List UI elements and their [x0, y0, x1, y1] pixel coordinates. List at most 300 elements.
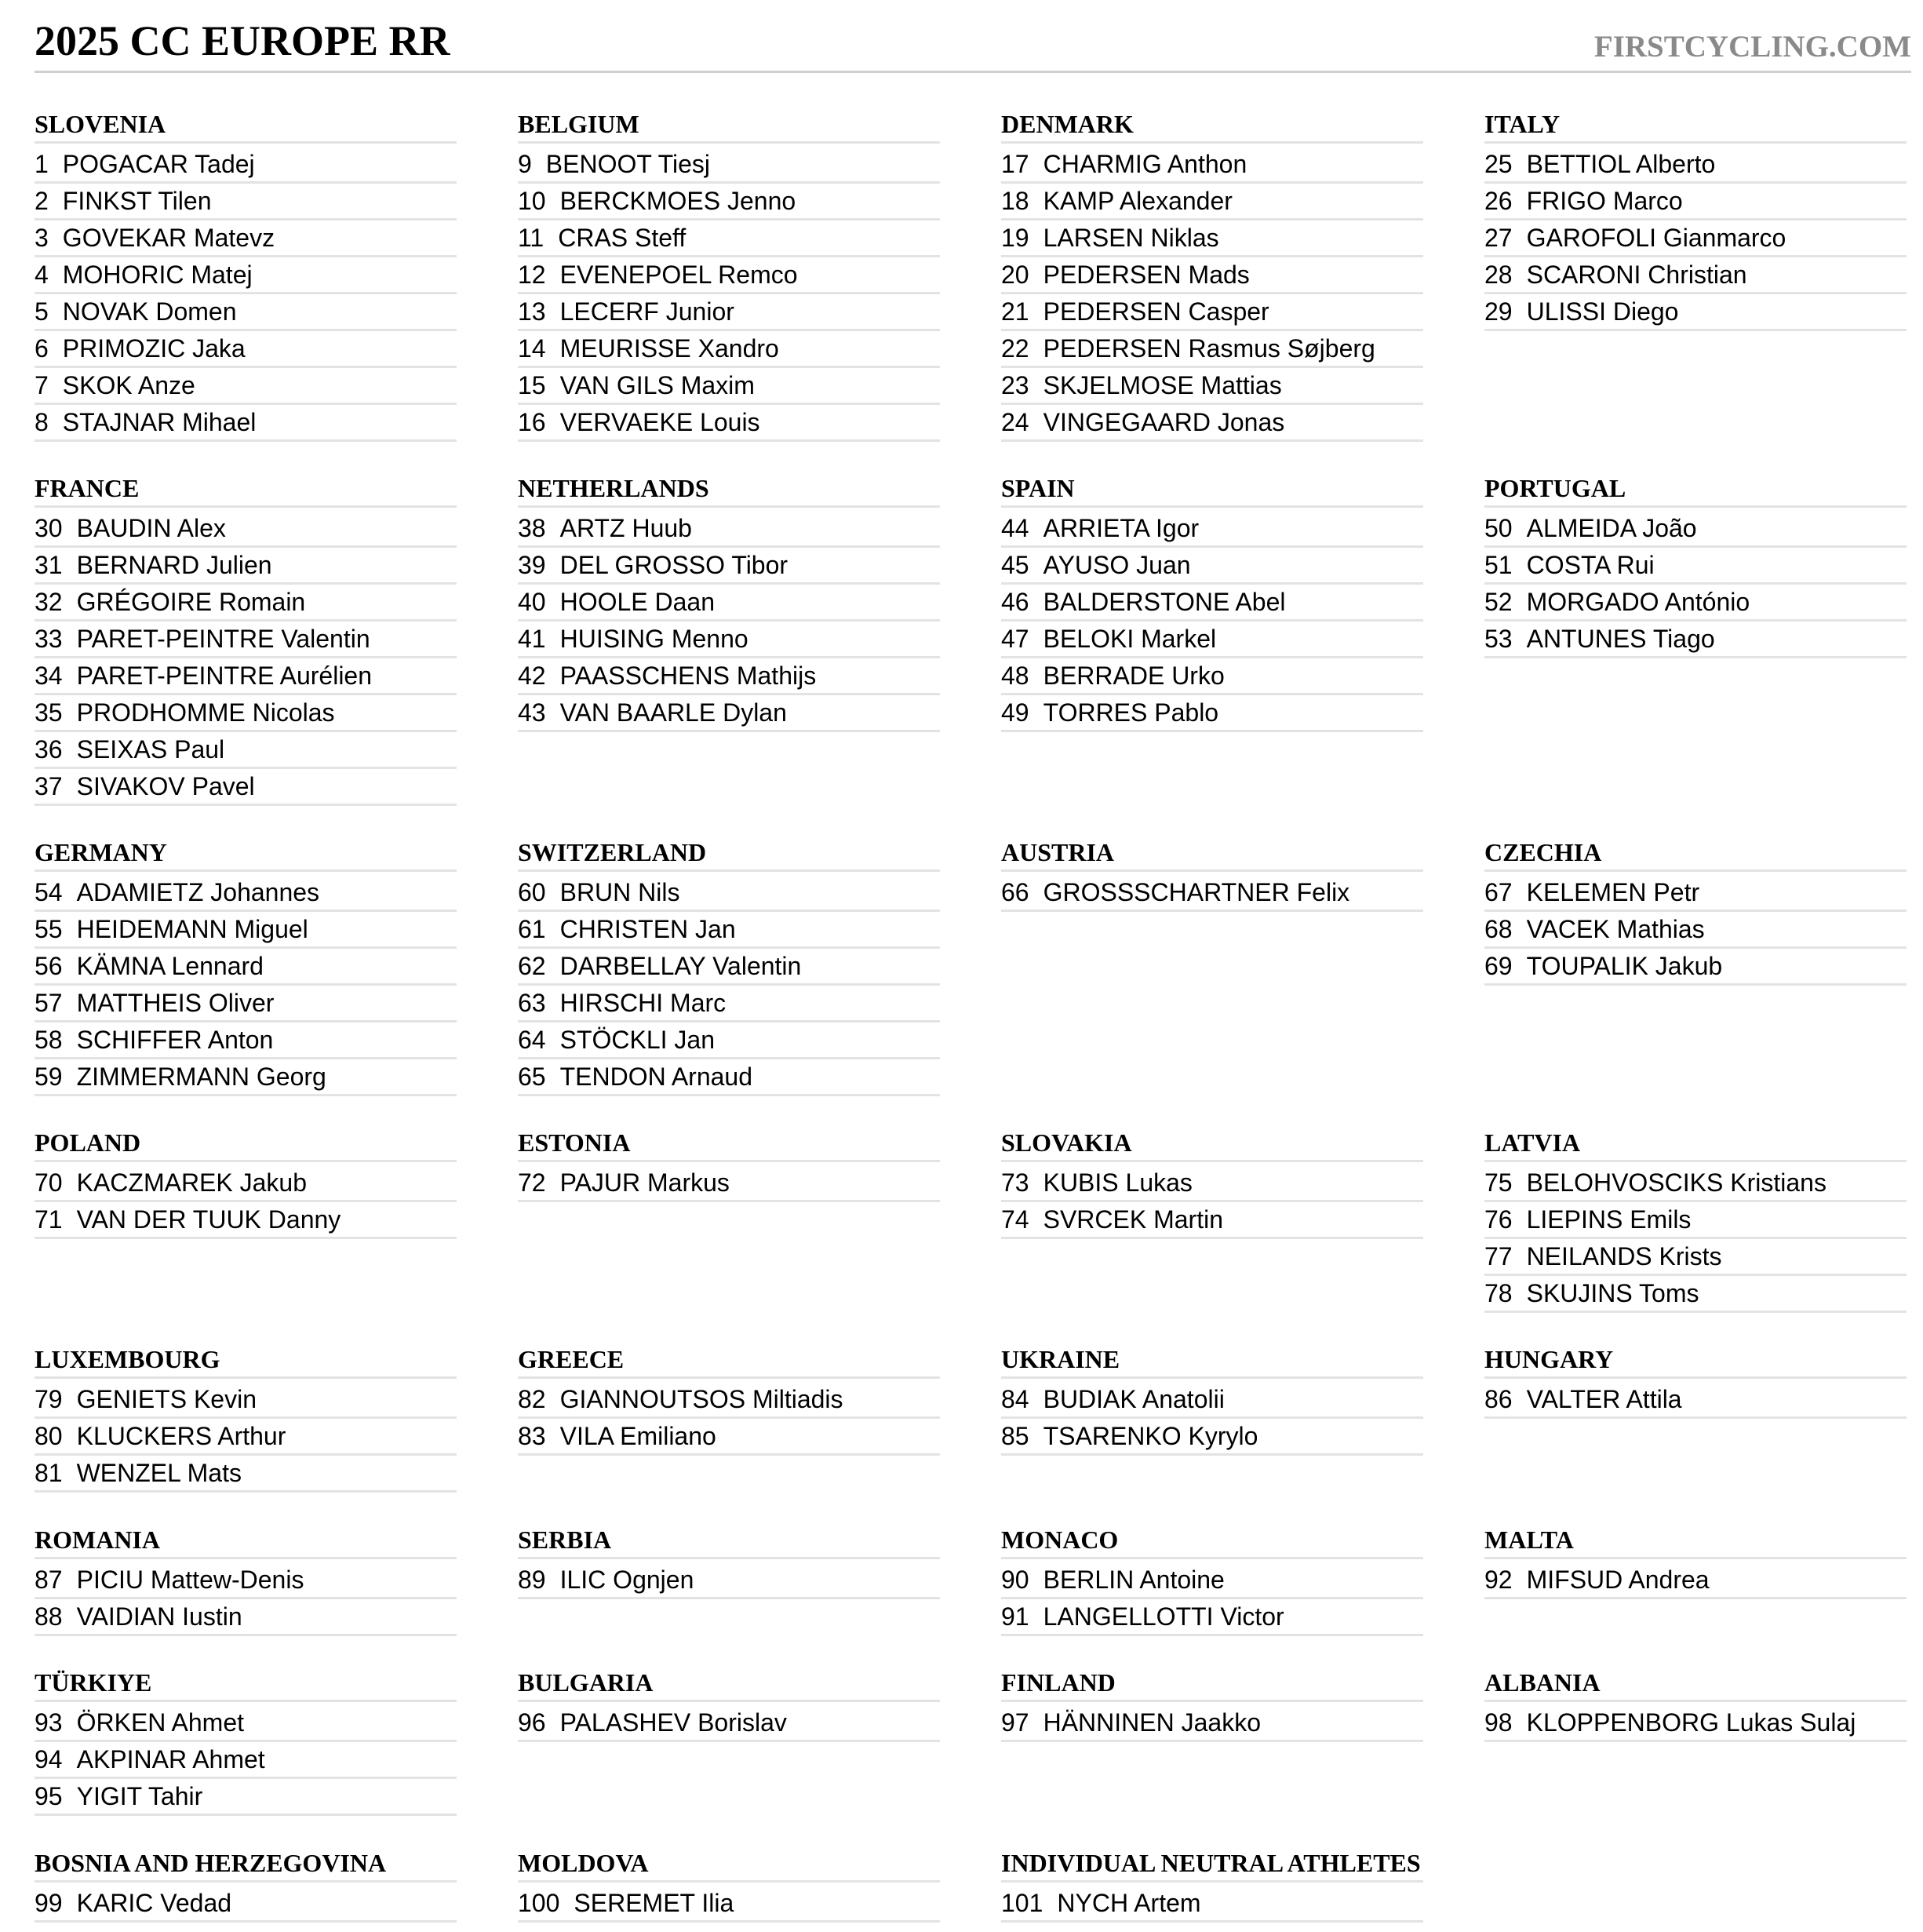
team-block — [1484, 107, 1907, 331]
team-country: MONACO — [1001, 1522, 1423, 1559]
rider-name[interactable]: EVENEPOEL Remco — [559, 261, 798, 289]
rider-name[interactable]: SKUJINS Toms — [1526, 1279, 1699, 1307]
rider-name[interactable]: STAJNAR Mihael — [62, 408, 257, 436]
rider-row — [518, 257, 940, 294]
team-country: ITALY — [1484, 107, 1907, 144]
rider-name[interactable]: PICIU Mattew-Denis — [76, 1566, 304, 1594]
rider-name[interactable]: GAROFOLI Gianmarco — [1526, 224, 1786, 252]
rider-bib: 31 — [35, 551, 63, 579]
rider-name[interactable]: KLOPPENBORG Lukas Sulaj — [1526, 1708, 1856, 1737]
team-block — [35, 1342, 457, 1493]
rider-name[interactable]: VINGEGAARD Jonas — [1043, 408, 1285, 436]
rider-bib: 25 — [1484, 150, 1513, 178]
rider-bib: 63 — [518, 989, 546, 1017]
rider-name[interactable]: PAJUR Markus — [559, 1168, 730, 1197]
rider-bib: 91 — [1001, 1602, 1029, 1631]
rider-row — [35, 1886, 457, 1923]
rider-row — [518, 368, 940, 405]
rider-row — [1484, 548, 1907, 585]
rider-bib: 56 — [35, 952, 63, 980]
rider-bib: 86 — [1484, 1385, 1513, 1413]
rider-row — [1484, 221, 1907, 257]
rider-name[interactable]: PEDERSEN Rasmus Søjberg — [1043, 334, 1375, 363]
rider-name[interactable]: ARTZ Huub — [559, 514, 692, 542]
rider-name[interactable]: VILA Emiliano — [559, 1422, 716, 1450]
rider-name[interactable]: SKOK Anze — [62, 371, 195, 399]
rider-row — [35, 1599, 457, 1636]
rider-row — [35, 1165, 457, 1202]
rider-name[interactable]: AKPINAR Ahmet — [76, 1745, 265, 1773]
rider-bib: 35 — [35, 698, 63, 727]
team-block — [1001, 471, 1423, 732]
rider-name[interactable]: LECERF Junior — [559, 297, 734, 326]
rider-row — [518, 1382, 940, 1419]
rider-bib: 45 — [1001, 551, 1029, 579]
rider-name[interactable]: KELEMEN Petr — [1526, 878, 1700, 906]
rider-bib: 93 — [35, 1708, 63, 1737]
rider-bib: 9 — [518, 150, 532, 178]
rider-row — [35, 875, 457, 912]
rider-row — [1484, 1202, 1907, 1239]
rider-bib: 24 — [1001, 408, 1029, 436]
rider-name[interactable]: BELOKI Markel — [1043, 625, 1217, 653]
rider-row — [1001, 585, 1423, 622]
team-country: SLOVAKIA — [1001, 1125, 1423, 1162]
rider-bib: 73 — [1001, 1168, 1029, 1197]
team-country: BELGIUM — [518, 107, 940, 144]
rider-name[interactable]: VAIDIAN Iustin — [76, 1602, 242, 1631]
rider-bib: 54 — [35, 878, 63, 906]
rider-row — [1484, 1382, 1907, 1419]
rider-bib: 19 — [1001, 224, 1029, 252]
rider-bib: 74 — [1001, 1205, 1029, 1234]
team-block — [1484, 1125, 1907, 1313]
rider-name[interactable]: KÄMNA Lennard — [76, 952, 264, 980]
rider-name[interactable]: KUBIS Lukas — [1043, 1168, 1193, 1197]
rider-name[interactable]: SKJELMOSE Mattias — [1043, 371, 1282, 399]
rider-row — [1001, 294, 1423, 331]
rider-name[interactable]: VALTER Attila — [1526, 1385, 1682, 1413]
team-block — [1484, 471, 1907, 658]
rider-name[interactable]: PAASSCHENS Mathijs — [559, 662, 817, 690]
rider-name[interactable]: BUDIAK Anatolii — [1043, 1385, 1225, 1413]
rider-name[interactable]: SCHIFFER Anton — [76, 1026, 274, 1054]
rider-row — [35, 294, 457, 331]
rider-bib: 14 — [518, 334, 546, 363]
team-country: SERBIA — [518, 1522, 940, 1559]
team-block — [1001, 107, 1423, 442]
rider-name[interactable]: BENOOT Tiesj — [545, 150, 711, 178]
rider-bib: 17 — [1001, 150, 1029, 178]
rider-name[interactable]: ADAMIETZ Johannes — [76, 878, 320, 906]
team-block — [35, 1846, 457, 1923]
rider-name[interactable]: BETTIOL Alberto — [1526, 150, 1716, 178]
rider-bib: 71 — [35, 1205, 63, 1234]
rider-name[interactable]: GIANNOUTSOS Miltiadis — [559, 1385, 843, 1413]
rider-name[interactable]: SVRCEK Martin — [1043, 1205, 1223, 1234]
rider-row — [35, 548, 457, 585]
rider-name[interactable]: MORGADO António — [1526, 588, 1750, 616]
rider-row — [35, 1705, 457, 1742]
rider-row — [35, 1202, 457, 1239]
rider-row — [518, 1023, 940, 1059]
team-block — [518, 1125, 940, 1202]
team-block — [35, 1125, 457, 1239]
rider-bib: 52 — [1484, 588, 1513, 616]
rider-bib: 98 — [1484, 1708, 1513, 1737]
team-block — [1001, 835, 1423, 912]
rider-name[interactable]: DEL GROSSO Tibor — [559, 551, 789, 579]
rider-bib: 92 — [1484, 1566, 1513, 1594]
team-block — [1001, 1125, 1423, 1239]
rider-bib: 41 — [518, 625, 546, 653]
team-country: FRANCE — [35, 471, 457, 508]
rider-name[interactable]: MIFSUD Andrea — [1526, 1566, 1710, 1594]
rider-row — [35, 1456, 457, 1493]
rider-name[interactable]: FRIGO Marco — [1526, 187, 1683, 215]
rider-row — [518, 875, 940, 912]
rider-bib: 68 — [1484, 915, 1513, 943]
rider-name[interactable]: SIVAKOV Pavel — [76, 772, 255, 800]
rider-name[interactable]: SEREMET Ilia — [574, 1889, 734, 1917]
rider-name[interactable]: SEIXAS Paul — [76, 735, 225, 764]
rider-row — [1001, 622, 1423, 658]
rider-bib: 96 — [518, 1708, 546, 1737]
rider-name[interactable]: TORRES Pablo — [1043, 698, 1219, 727]
rider-bib: 82 — [518, 1385, 546, 1413]
rider-name[interactable]: KACZMAREK Jakub — [76, 1168, 308, 1197]
team-country: GREECE — [518, 1342, 940, 1379]
rider-name[interactable]: CHRISTEN Jan — [559, 915, 736, 943]
rider-name[interactable]: HUISING Menno — [559, 625, 748, 653]
rider-name[interactable]: POGACAR Tadej — [62, 150, 255, 178]
rider-name[interactable]: ANTUNES Tiago — [1526, 625, 1715, 653]
rider-name[interactable]: KLUCKERS Arthur — [76, 1422, 286, 1450]
rider-bib: 95 — [35, 1782, 63, 1810]
rider-name[interactable]: CHARMIG Anthon — [1043, 150, 1247, 178]
rider-row — [1484, 257, 1907, 294]
rider-row — [1001, 368, 1423, 405]
rider-row — [1001, 184, 1423, 221]
rider-bib: 80 — [35, 1422, 63, 1450]
rider-name[interactable]: BERCKMOES Jenno — [559, 187, 796, 215]
rider-name[interactable]: VAN BAARLE Dylan — [559, 698, 787, 727]
rider-name[interactable]: KAMP Alexander — [1043, 187, 1233, 215]
rider-row — [1484, 1562, 1907, 1599]
rider-name[interactable]: VAN DER TUUK Danny — [76, 1205, 341, 1234]
rider-name[interactable]: BALDERSTONE Abel — [1043, 588, 1286, 616]
rider-name[interactable]: TENDON Arnaud — [559, 1063, 753, 1091]
rider-name[interactable]: VACEK Mathias — [1526, 915, 1705, 943]
rider-row — [1001, 147, 1423, 184]
rider-row — [1001, 1165, 1423, 1202]
rider-name[interactable]: LIEPINS Emils — [1526, 1205, 1692, 1234]
rider-row — [1001, 1382, 1423, 1419]
team-country: LATVIA — [1484, 1125, 1907, 1162]
rider-row — [518, 1562, 940, 1599]
rider-name[interactable]: PARET-PEINTRE Valentin — [76, 625, 370, 653]
rider-name[interactable]: PEDERSEN Mads — [1043, 261, 1250, 289]
rider-row — [35, 184, 457, 221]
rider-row — [518, 511, 940, 548]
rider-row — [35, 147, 457, 184]
rider-name[interactable]: HOOLE Daan — [559, 588, 716, 616]
rider-row — [1001, 1705, 1423, 1742]
team-block — [518, 1522, 940, 1599]
rider-bib: 28 — [1484, 261, 1513, 289]
rider-row — [1001, 1886, 1423, 1923]
team-block — [518, 1846, 940, 1923]
rider-name[interactable]: PRIMOZIC Jaka — [62, 334, 246, 363]
rider-row — [1001, 548, 1423, 585]
rider-bib: 90 — [1001, 1566, 1029, 1594]
team-block — [1001, 1342, 1423, 1456]
rider-row — [35, 331, 457, 368]
rider-name[interactable]: MEURISSE Xandro — [559, 334, 779, 363]
rider-name[interactable]: TSARENKO Kyrylo — [1043, 1422, 1258, 1450]
rider-row — [518, 695, 940, 732]
rider-row — [1484, 184, 1907, 221]
rider-name[interactable]: DARBELLAY Valentin — [559, 952, 802, 980]
team-country: SPAIN — [1001, 471, 1423, 508]
rider-row — [35, 695, 457, 732]
team-block — [518, 1342, 940, 1456]
rider-row — [35, 257, 457, 294]
rider-name[interactable]: ÖRKEN Ahmet — [76, 1708, 244, 1737]
team-block — [35, 107, 457, 442]
team-block — [1484, 1665, 1907, 1742]
rider-bib: 81 — [35, 1459, 63, 1487]
rider-row — [518, 405, 940, 442]
rider-name[interactable]: NOVAK Domen — [62, 297, 237, 326]
rider-bib: 23 — [1001, 371, 1029, 399]
rider-row — [518, 658, 940, 695]
rider-bib: 70 — [35, 1168, 63, 1197]
rider-row — [1001, 1599, 1423, 1636]
team-country: SLOVENIA — [35, 107, 457, 144]
rider-bib: 22 — [1001, 334, 1029, 363]
rider-bib: 79 — [35, 1385, 63, 1413]
rider-bib: 10 — [518, 187, 546, 215]
rider-row — [518, 622, 940, 658]
rider-bib: 4 — [35, 261, 49, 289]
rider-name[interactable]: LARSEN Niklas — [1043, 224, 1219, 252]
rider-bib: 83 — [518, 1422, 546, 1450]
rider-row — [1001, 1562, 1423, 1599]
rider-bib: 97 — [1001, 1708, 1029, 1737]
rider-name[interactable]: BERNARD Julien — [76, 551, 272, 579]
rider-bib: 38 — [518, 514, 546, 542]
rider-name[interactable]: COSTA Rui — [1526, 551, 1655, 579]
rider-name[interactable]: GOVEKAR Matevz — [62, 224, 275, 252]
team-block — [1484, 835, 1907, 986]
rider-name[interactable]: TOUPALIK Jakub — [1526, 952, 1723, 980]
rider-name[interactable]: GROSSSCHARTNER Felix — [1043, 878, 1350, 906]
rider-bib: 11 — [518, 224, 544, 252]
team-block — [35, 835, 457, 1096]
rider-name[interactable]: PARET-PEINTRE Aurélien — [76, 662, 373, 690]
rider-bib: 42 — [518, 662, 546, 690]
site-name: FIRSTCYCLING.COM — [1593, 30, 1911, 64]
rider-row — [35, 405, 457, 442]
rider-bib: 66 — [1001, 878, 1029, 906]
team-country: AUSTRIA — [1001, 835, 1423, 872]
rider-bib: 51 — [1484, 551, 1513, 579]
rider-bib: 64 — [518, 1026, 546, 1054]
rider-name[interactable]: BAUDIN Alex — [76, 514, 226, 542]
rider-name[interactable]: AYUSO Juan — [1043, 551, 1191, 579]
team-block — [1001, 1665, 1423, 1742]
team-country: PORTUGAL — [1484, 471, 1907, 508]
rider-bib: 77 — [1484, 1242, 1513, 1270]
rider-row — [1484, 1239, 1907, 1276]
rider-row — [518, 221, 940, 257]
rider-name[interactable]: YIGIT Tahir — [76, 1782, 203, 1810]
team-country: BULGARIA — [518, 1665, 940, 1702]
rider-name[interactable]: BRUN Nils — [559, 878, 680, 906]
team-block — [1001, 1522, 1423, 1636]
rider-bib: 29 — [1484, 297, 1513, 326]
rider-row — [1484, 949, 1907, 986]
rider-row — [518, 912, 940, 949]
rider-bib: 65 — [518, 1063, 546, 1091]
rider-bib: 1 — [35, 150, 49, 178]
rider-name[interactable]: SCARONI Christian — [1526, 261, 1747, 289]
rider-bib: 67 — [1484, 878, 1513, 906]
rider-name[interactable]: HÄNNINEN Jaakko — [1043, 1708, 1261, 1737]
rider-name[interactable]: BERLIN Antoine — [1043, 1566, 1225, 1594]
rider-row — [35, 732, 457, 769]
rider-name[interactable]: ARRIETA Igor — [1043, 514, 1200, 542]
rider-row — [1484, 147, 1907, 184]
team-block — [518, 835, 940, 1096]
rider-bib: 60 — [518, 878, 546, 906]
rider-row — [35, 221, 457, 257]
rider-name[interactable]: STÖCKLI Jan — [559, 1026, 715, 1054]
team-country: ESTONIA — [518, 1125, 940, 1162]
rider-name[interactable]: NEILANDS Krists — [1526, 1242, 1722, 1270]
rider-bib: 75 — [1484, 1168, 1513, 1197]
team-block — [1484, 1342, 1907, 1419]
rider-name[interactable]: LANGELLOTTI Victor — [1043, 1602, 1284, 1631]
rider-name[interactable]: HEIDEMANN Miguel — [76, 915, 308, 943]
page-header — [35, 11, 1911, 73]
rider-name[interactable]: PALASHEV Borislav — [559, 1708, 787, 1737]
rider-name[interactable]: MOHORIC Matej — [62, 261, 253, 289]
rider-bib: 57 — [35, 989, 63, 1017]
rider-row — [518, 1705, 940, 1742]
team-country: INDIVIDUAL NEUTRAL ATHLETES — [1001, 1846, 1423, 1883]
team-country: UKRAINE — [1001, 1342, 1423, 1379]
rider-row — [1001, 257, 1423, 294]
team-country: MOLDOVA — [518, 1846, 940, 1883]
rider-row — [35, 1419, 457, 1456]
rider-bib: 6 — [35, 334, 49, 363]
rider-bib: 37 — [35, 772, 63, 800]
rider-row — [518, 1165, 940, 1202]
rider-name[interactable]: ULISSI Diego — [1526, 297, 1679, 326]
team-country: DENMARK — [1001, 107, 1423, 144]
rider-bib: 21 — [1001, 297, 1029, 326]
rider-row — [518, 949, 940, 986]
rider-name[interactable]: PRODHOMME Nicolas — [76, 698, 335, 727]
rider-bib: 101 — [1001, 1889, 1043, 1917]
rider-bib: 34 — [35, 662, 63, 690]
team-country: NETHERLANDS — [518, 471, 940, 508]
team-country: CZECHIA — [1484, 835, 1907, 872]
rider-bib: 27 — [1484, 224, 1513, 252]
rider-row — [1484, 294, 1907, 331]
rider-row — [518, 294, 940, 331]
rider-name[interactable]: MATTHEIS Oliver — [76, 989, 275, 1017]
rider-bib: 12 — [518, 261, 546, 289]
rider-bib: 85 — [1001, 1422, 1029, 1450]
rider-name[interactable]: ALMEIDA João — [1526, 514, 1697, 542]
rider-bib: 69 — [1484, 952, 1513, 980]
page-title: 2025 CC EUROPE RR — [35, 17, 450, 64]
rider-name[interactable]: HIRSCHI Marc — [559, 989, 727, 1017]
rider-name[interactable]: CRAS Steff — [558, 224, 687, 252]
rider-name[interactable]: KARIC Vedad — [76, 1889, 232, 1917]
rider-name[interactable]: BELOHVOSCIKS Kristians — [1526, 1168, 1826, 1197]
rider-bib: 88 — [35, 1602, 63, 1631]
rider-bib: 58 — [35, 1026, 63, 1054]
rider-name[interactable]: VAN GILS Maxim — [559, 371, 755, 399]
team-country: MALTA — [1484, 1522, 1907, 1559]
rider-row — [518, 1419, 940, 1456]
rider-row — [1001, 1202, 1423, 1239]
rider-bib: 3 — [35, 224, 49, 252]
rider-bib: 44 — [1001, 514, 1029, 542]
rider-row — [35, 912, 457, 949]
rider-row — [518, 585, 940, 622]
rider-name[interactable]: GENIETS Kevin — [76, 1385, 257, 1413]
rider-row — [1484, 1276, 1907, 1313]
rider-bib: 100 — [518, 1889, 560, 1917]
rider-row — [1001, 658, 1423, 695]
rider-bib: 33 — [35, 625, 63, 653]
rider-name[interactable]: WENZEL Mats — [76, 1459, 242, 1487]
rider-row — [35, 622, 457, 658]
rider-row — [518, 1059, 940, 1096]
rider-bib: 39 — [518, 551, 546, 579]
rider-name[interactable]: BERRADE Urko — [1043, 662, 1225, 690]
rider-bib: 61 — [518, 915, 546, 943]
rider-bib: 43 — [518, 698, 546, 727]
rider-name[interactable]: FINKST Tilen — [62, 187, 212, 215]
team-country: POLAND — [35, 1125, 457, 1162]
team-block — [518, 107, 940, 442]
team-country: HUNGARY — [1484, 1342, 1907, 1379]
rider-row — [35, 511, 457, 548]
rider-row — [518, 147, 940, 184]
rider-bib: 7 — [35, 371, 49, 399]
rider-name[interactable]: ZIMMERMANN Georg — [76, 1063, 326, 1091]
rider-bib: 84 — [1001, 1385, 1029, 1413]
rider-name[interactable]: GRÉGOIRE Romain — [76, 588, 306, 616]
rider-name[interactable]: VERVAEKE Louis — [559, 408, 760, 436]
rider-row — [1484, 585, 1907, 622]
rider-name[interactable]: PEDERSEN Casper — [1043, 297, 1269, 326]
rider-bib: 94 — [35, 1745, 63, 1773]
team-block — [518, 471, 940, 732]
rider-name[interactable]: ILIC Ognjen — [559, 1566, 694, 1594]
team-block — [518, 1665, 940, 1742]
rider-row — [518, 1886, 940, 1923]
rider-name[interactable]: NYCH Artem — [1057, 1889, 1201, 1917]
rider-row — [35, 1742, 457, 1779]
rider-row — [1001, 695, 1423, 732]
